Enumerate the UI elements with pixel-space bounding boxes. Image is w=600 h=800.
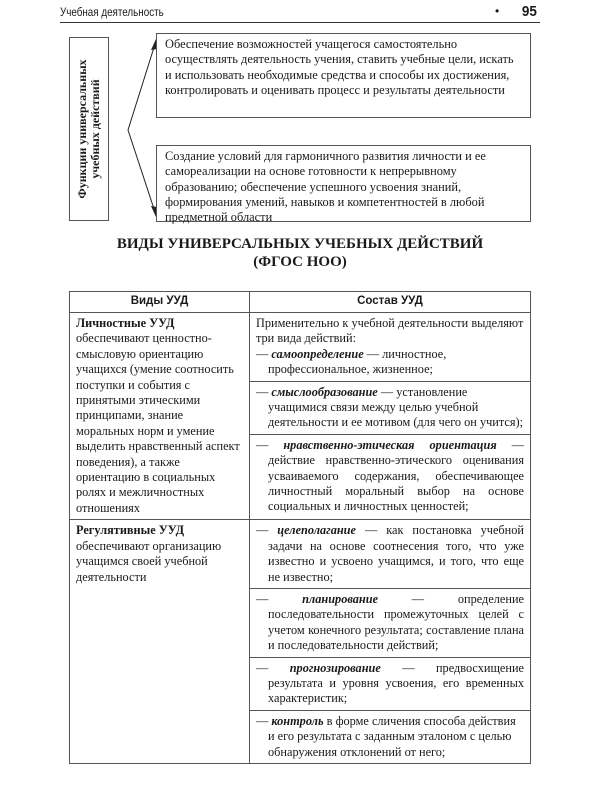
functions-label-box [69, 37, 109, 221]
uud-type-cell: Регулятивные УУД обеспечивают организацию учащимся своей учебной деятельности [70, 520, 250, 764]
list-item: — смыслообразование — установление учащимися связи между целью учебной деятельности и ее мотивом (для чего он учится); [250, 382, 530, 435]
uud-type-name: Личностные УУД [76, 316, 175, 330]
running-head [60, 3, 538, 22]
list-item: — планирование — определение последовательности промежуточных целей с учетом конечного результата; составление плана и последовательности действий; [250, 589, 530, 658]
list-item: — контроль в форме сличения способа действия и его результата с заданным эталоном с целью обнаружения отклонений от него; [256, 713, 516, 759]
header-rule [60, 22, 540, 23]
page-number: 95 [522, 3, 538, 20]
list-item: — целеполагание — как постановка учебной задачи на основе соотнесения того, что уже известно и усвоено учащимся, и того, что еще не известно; [250, 520, 530, 589]
uud-type-name: Регулятивные УУД [76, 523, 185, 538]
uud-composition-cell [250, 313, 531, 520]
uud-composition-cell [250, 520, 531, 764]
composition-intro: Применительно к учебной деятельности выделяют три вида действий: [256, 316, 524, 346]
table-row [70, 520, 531, 764]
list-item: — самоопределение — личностное, профессиональное, жизненное; [250, 347, 530, 382]
function-box-2: Создание условий для гармоничного развития личности и ее самореализации на основе готовности к непрерывному образованию; обеспечение успешного усвоения знаний, формирования умений, навыков и компетентностей в любой предметной области [156, 145, 531, 222]
branch-arrows-icon [120, 35, 160, 225]
functions-label: Функции универсальных учебных действий [75, 59, 102, 199]
bullet-icon: • [495, 4, 500, 18]
table-row [70, 313, 531, 520]
running-head-title: Учебная деятельность [60, 5, 164, 19]
column-header-composition: Состав УУД [250, 292, 531, 313]
list-item: — нравственно-этическая ориентация — действие нравственно-этического оценивания усваиваемого содержания, обеспечивающее личностный моральный выбор на основе социальных и личностных ценностей; [256, 437, 525, 514]
list-item: — прогнозирование — предвосхищение результата и уровня усвоения, его временных характеристик; [250, 658, 530, 711]
section-title: ВИДЫ УНИВЕРСАЛЬНЫХ УЧЕБНЫХ ДЕЙСТВИЙ (ФГОС НОО) [116, 236, 484, 270]
uud-table [69, 291, 531, 764]
column-header-types: Виды УУД [70, 292, 250, 313]
uud-type-cell: Личностные УУД обеспечивают ценностно-смысловую ориентацию учащихся (умение соотносить поступки и события с принятыми этическими принципами, знание моральных норм и умение выделить нравственный аспект поведения), а также ориентацию в социальных ролях и межличностных отношениях [70, 313, 250, 520]
table-header-row [70, 292, 531, 313]
function-box-1: Обеспечение возможностей учащегося самостоятельно осуществлять деятельность учения, ставить учебные цели, искать и использовать необходимые средства и способы их достижения, контролировать и оценивать процесс и результаты деятельности [156, 33, 531, 118]
